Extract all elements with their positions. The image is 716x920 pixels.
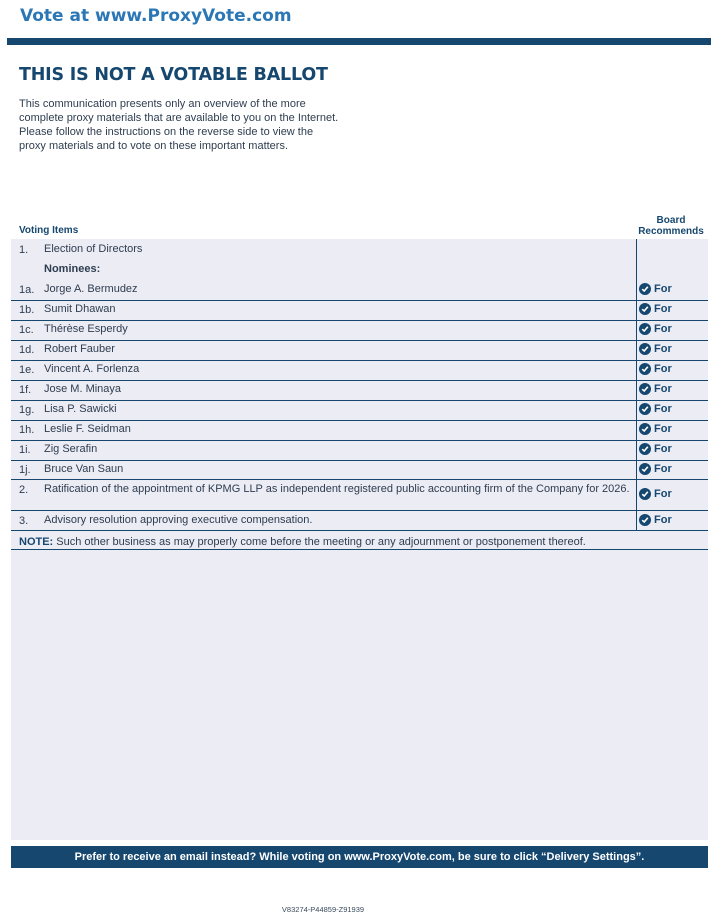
board-recommends-header bbox=[634, 215, 708, 237]
item-number: 1j. bbox=[19, 464, 31, 476]
voting-item-row bbox=[11, 441, 708, 461]
note-divider bbox=[11, 549, 708, 550]
page-title: THIS IS NOT A VOTABLE BALLOT bbox=[19, 65, 328, 85]
checkmark-icon bbox=[639, 303, 651, 315]
checkmark-icon bbox=[639, 514, 651, 526]
board-recommendation bbox=[639, 323, 672, 335]
recommendation-label: For bbox=[654, 343, 672, 355]
item-text: Lisa P. Sawicki bbox=[44, 403, 117, 415]
recommendation-label: For bbox=[654, 488, 672, 500]
board-header-line1: Board bbox=[656, 215, 686, 226]
item-number: 1d. bbox=[19, 344, 35, 356]
proxyvote-header: Vote at www.ProxyVote.com bbox=[20, 6, 292, 26]
voting-item-row bbox=[11, 281, 708, 301]
board-recommendation bbox=[639, 343, 672, 355]
item-text: Election of Directors bbox=[44, 243, 143, 255]
board-recommendation bbox=[639, 283, 672, 295]
board-recommendation bbox=[639, 463, 672, 475]
item-text: Sumit Dhawan bbox=[44, 303, 116, 315]
note-body: Such other business as may properly come before the meeting or any adjournment or postponement thereof. bbox=[53, 536, 586, 548]
voting-item-row bbox=[11, 264, 708, 280]
board-recommendation bbox=[639, 514, 672, 526]
note-label: NOTE: bbox=[19, 536, 54, 548]
checkmark-icon bbox=[639, 463, 651, 475]
voting-item-row bbox=[11, 361, 708, 381]
item-number: 1h. bbox=[19, 424, 35, 436]
voting-item-row bbox=[11, 480, 708, 511]
board-recommendation bbox=[639, 423, 672, 435]
item-number: 1c. bbox=[19, 324, 34, 336]
item-number: 3. bbox=[19, 515, 29, 527]
board-recommendation bbox=[639, 403, 672, 415]
intro-paragraph: This communication presents only an overview of the more complete proxy materials that are available to you on the Internet. Please follow the instructions on the reverse side to view the proxy materials and to vote on these important matters. bbox=[19, 98, 339, 152]
board-recommendation bbox=[639, 443, 672, 455]
voting-item-row bbox=[11, 511, 708, 531]
note-text bbox=[19, 536, 586, 548]
recommendation-label: For bbox=[654, 403, 672, 415]
voting-item-row bbox=[11, 321, 708, 341]
item-text: Robert Fauber bbox=[44, 343, 115, 355]
item-text: Jorge A. Bermudez bbox=[44, 283, 138, 295]
recommendation-label: For bbox=[654, 283, 672, 295]
item-number: 1e. bbox=[19, 364, 35, 376]
voting-item-row bbox=[11, 341, 708, 361]
item-text: Jose M. Minaya bbox=[44, 383, 122, 395]
recommendation-label: For bbox=[654, 383, 672, 395]
voting-item-row bbox=[11, 401, 708, 421]
recommendation-label: For bbox=[654, 303, 672, 315]
checkmark-icon bbox=[639, 283, 651, 295]
checkmark-icon bbox=[639, 423, 651, 435]
checkmark-icon bbox=[639, 323, 651, 335]
item-number: 1b. bbox=[19, 304, 35, 316]
board-recommendation bbox=[639, 303, 672, 315]
item-number: 1f. bbox=[19, 384, 32, 396]
document-code: V83274-P44859-Z91939 bbox=[281, 905, 365, 914]
checkmark-icon bbox=[639, 363, 651, 375]
item-number: 1. bbox=[19, 244, 29, 256]
item-number: 1a. bbox=[19, 284, 35, 296]
checkmark-icon bbox=[639, 443, 651, 455]
voting-items-header: Voting Items bbox=[19, 225, 79, 236]
recommendation-label: For bbox=[654, 323, 672, 335]
item-text: Bruce Van Saun bbox=[44, 463, 124, 475]
checkmark-icon bbox=[639, 488, 651, 500]
item-text: Ratification of the appointment of KPMG LLP as independent registered public accounting firm of the Company for 2026. bbox=[44, 483, 630, 495]
header-divider bbox=[7, 38, 711, 45]
nominees-label: Nominees: bbox=[44, 263, 101, 275]
delivery-settings-banner: Prefer to receive an email instead? While voting on www.ProxyVote.com, be sure to click “Delivery Settings”. bbox=[11, 846, 708, 868]
item-text: Vincent A. Forlenza bbox=[44, 363, 140, 375]
board-recommendation bbox=[639, 363, 672, 375]
item-number: 2. bbox=[19, 484, 29, 496]
item-text: Thérèse Esperdy bbox=[44, 323, 128, 335]
checkmark-icon bbox=[639, 383, 651, 395]
recommendation-label: For bbox=[654, 443, 672, 455]
recommendation-label: For bbox=[654, 514, 672, 526]
item-text: Zig Serafin bbox=[44, 443, 98, 455]
item-text: Advisory resolution approving executive compensation. bbox=[44, 514, 313, 526]
voting-item-row bbox=[11, 461, 708, 480]
item-number: 1g. bbox=[19, 404, 35, 416]
board-recommendation bbox=[639, 488, 672, 500]
item-number: 1i. bbox=[19, 444, 31, 456]
recommendation-label: For bbox=[654, 463, 672, 475]
checkmark-icon bbox=[639, 343, 651, 355]
voting-item-row bbox=[11, 244, 708, 260]
item-text: Leslie F. Seidman bbox=[44, 423, 131, 435]
checkmark-icon bbox=[639, 403, 651, 415]
board-recommendation bbox=[639, 383, 672, 395]
voting-item-row bbox=[11, 421, 708, 441]
recommendation-label: For bbox=[654, 363, 672, 375]
board-header-line2: Recommends bbox=[638, 226, 704, 237]
voting-item-row bbox=[11, 301, 708, 321]
recommendation-label: For bbox=[654, 423, 672, 435]
voting-item-row bbox=[11, 381, 708, 401]
